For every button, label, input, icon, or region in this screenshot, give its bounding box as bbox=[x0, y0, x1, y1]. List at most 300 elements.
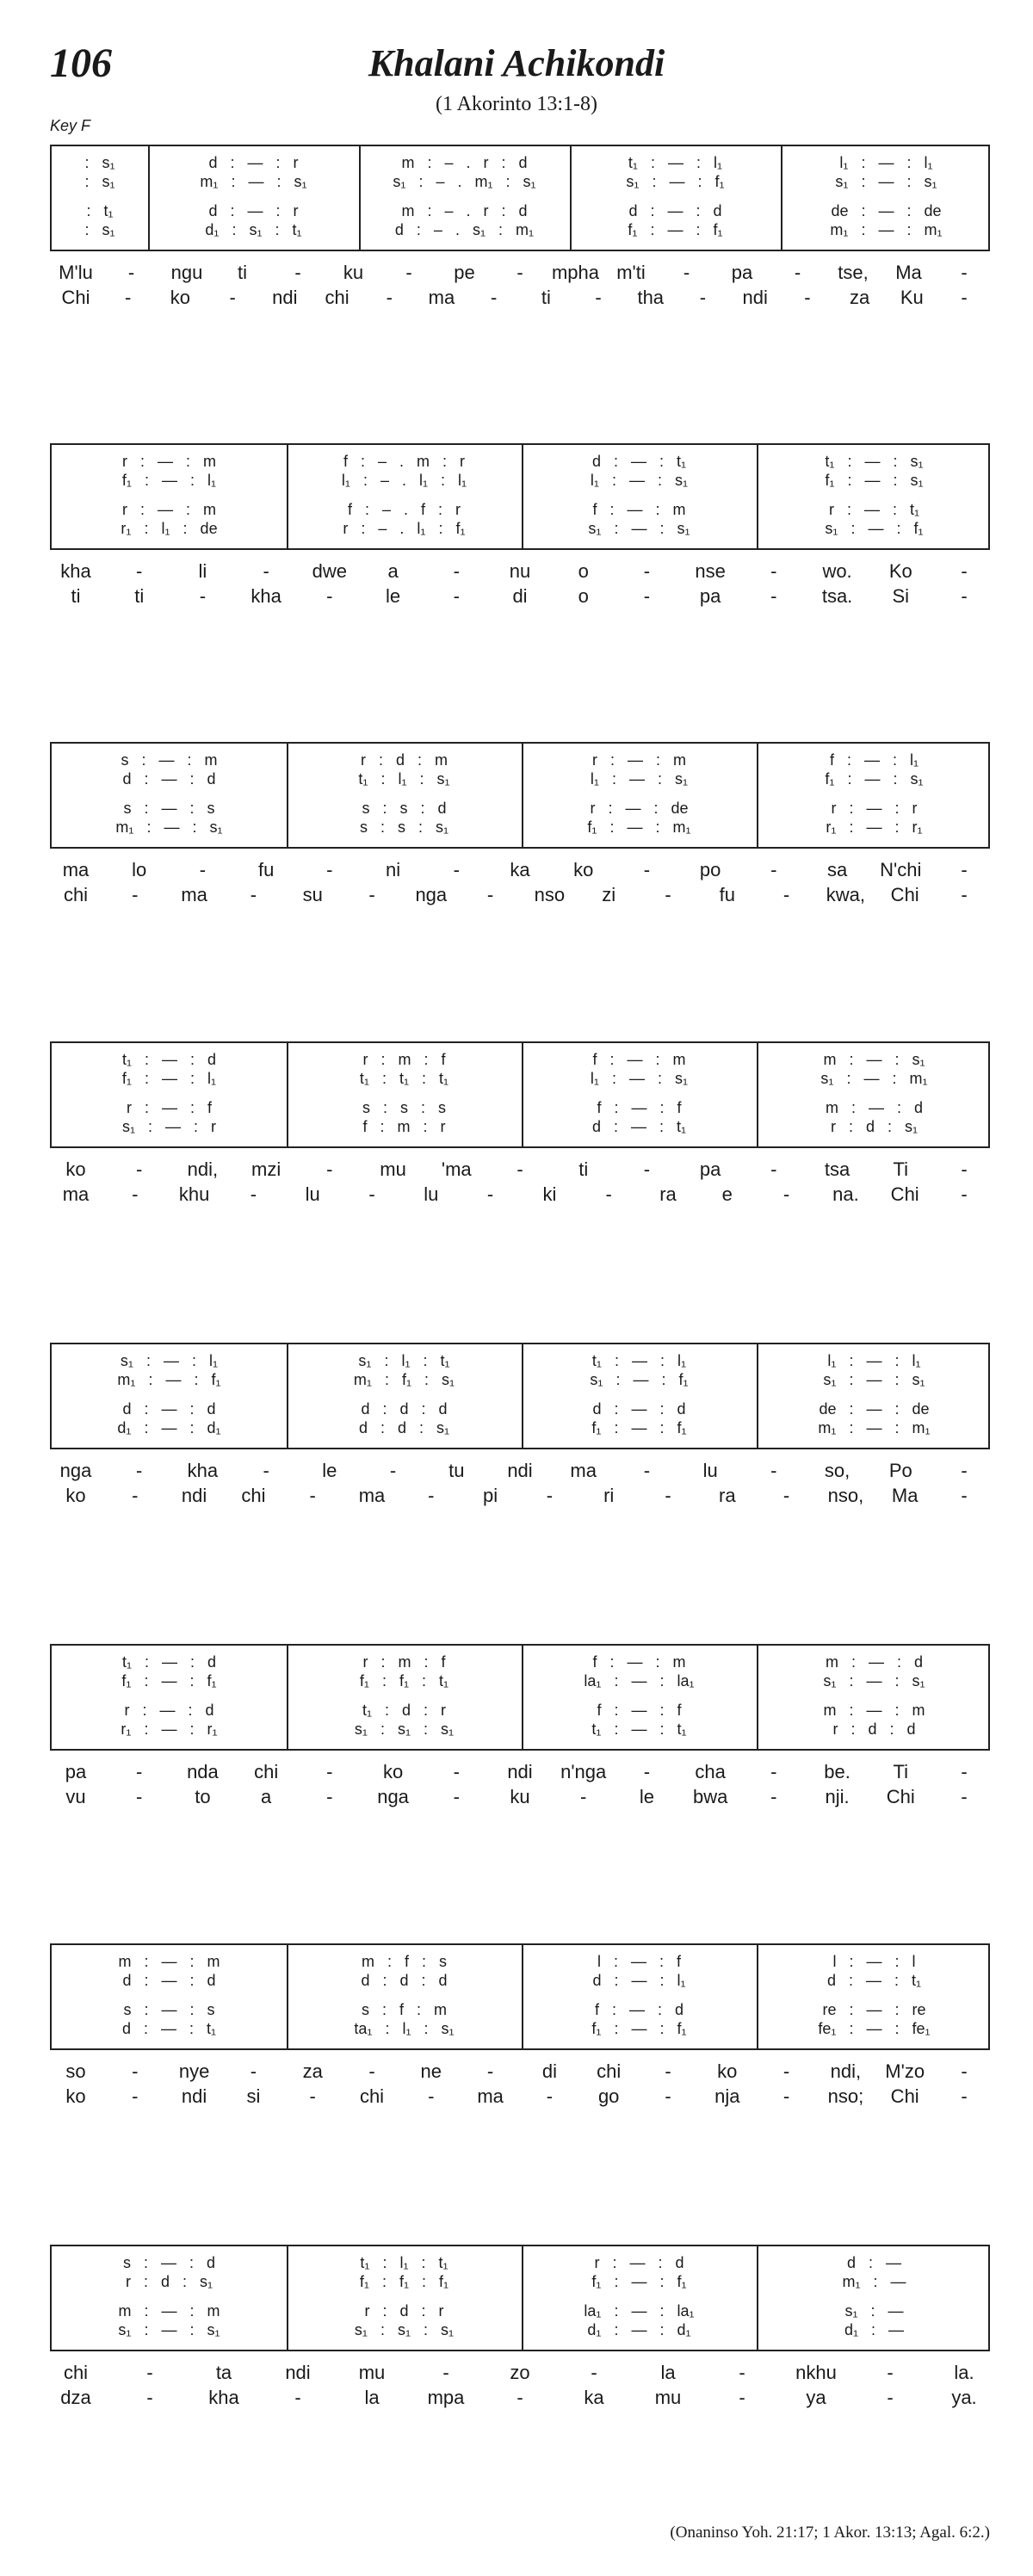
solfa-notes: d : — bbox=[846, 2253, 902, 2271]
lyric-syllable: - bbox=[739, 2362, 745, 2383]
solfa-notes: f : — : m bbox=[592, 1652, 686, 1671]
lyric-syllable: chi bbox=[63, 884, 89, 905]
bass-row bbox=[764, 1117, 985, 1136]
lyric-syllable: mpha bbox=[551, 262, 600, 283]
lyric-syllable: Ma bbox=[891, 1485, 919, 1506]
solfa-notes: de : — : de bbox=[819, 1399, 930, 1418]
bar-line bbox=[570, 146, 572, 250]
lyric-syllable: - bbox=[146, 2387, 153, 2408]
lyric-syllable: di bbox=[512, 585, 528, 607]
lyric-syllable: - bbox=[199, 859, 207, 880]
lyric-syllable: - bbox=[643, 1761, 651, 1782]
solfa-notes: l₁ : – . l₁ : l₁ bbox=[341, 471, 467, 489]
lyric-syllable: ti bbox=[238, 262, 247, 283]
lyric-syllable: - bbox=[665, 884, 671, 905]
soprano-row bbox=[764, 452, 985, 471]
lyric-syllable: ma bbox=[570, 1460, 597, 1481]
tonic-solfa-staff bbox=[50, 742, 990, 849]
lyric-syllable: mu bbox=[358, 2362, 386, 2383]
lyric-syllable: - bbox=[136, 1460, 143, 1481]
soprano-row bbox=[366, 153, 563, 172]
score-system bbox=[50, 1644, 990, 1813]
lyric-syllable: kha bbox=[208, 2387, 239, 2408]
footer-reference: (Onaninso Yoh. 21:17; 1 Akor. 13:13; Agal. 6:2.) bbox=[670, 2523, 990, 2542]
hymn-title: Khalani Achikondi bbox=[368, 42, 665, 84]
bar-line bbox=[287, 445, 288, 548]
solfa-notes: t₁ : — : s₁ bbox=[825, 452, 924, 470]
lyric-syllable: nse bbox=[695, 560, 726, 582]
lyric-syllable: - bbox=[442, 2362, 449, 2383]
lyric-syllable: - bbox=[250, 2060, 257, 2082]
bar-line bbox=[522, 2246, 523, 2350]
solfa-notes: : s₁ bbox=[84, 220, 115, 238]
solfa-notes: m : — : m bbox=[118, 1952, 220, 1970]
solfa-notes: s₁ : s₁ : s₁ bbox=[354, 2320, 455, 2338]
lyrics-block bbox=[50, 560, 990, 612]
lyric-syllable: Ku bbox=[900, 287, 924, 308]
lyric-syllable: lu bbox=[305, 1183, 320, 1205]
bass-row bbox=[59, 1117, 280, 1136]
tenor-row bbox=[529, 2000, 750, 2019]
bass-row bbox=[764, 2019, 985, 2038]
lyric-syllable: ku bbox=[510, 1786, 530, 1807]
solfa-notes: s₁ : — : f₁ bbox=[590, 1370, 689, 1388]
lyric-syllable: - bbox=[486, 1183, 494, 1205]
lyric-syllable: ndi, bbox=[187, 1158, 219, 1180]
lyric-syllable: Po bbox=[888, 1460, 912, 1481]
solfa-notes: l : — : l bbox=[832, 1952, 916, 1970]
lyric-syllable: Ti bbox=[893, 1761, 909, 1782]
lyric-syllable: - bbox=[546, 2085, 554, 2107]
bass-row bbox=[59, 1418, 280, 1437]
lyric-syllable: ma bbox=[181, 884, 207, 905]
bass-row bbox=[764, 2320, 985, 2339]
lyric-syllable: lu bbox=[424, 1183, 439, 1205]
lyric-syllable: - bbox=[428, 2085, 435, 2107]
lyric-syllable: tha bbox=[637, 287, 665, 308]
solfa-notes: la₁ : — : la₁ bbox=[584, 1671, 695, 1690]
solfa-notes: d : — : r bbox=[208, 201, 299, 219]
lyric-syllable: ti bbox=[71, 585, 81, 607]
lyric-syllable: ku bbox=[343, 262, 364, 283]
lyric-syllable: - bbox=[326, 1158, 333, 1180]
soprano-row bbox=[764, 1050, 985, 1069]
solfa-notes: s₁ : — : s₁ bbox=[588, 519, 690, 537]
lyric-syllable: ki bbox=[542, 1183, 557, 1205]
lyric-syllable: chi bbox=[359, 2085, 385, 2107]
soprano-row bbox=[577, 153, 774, 172]
lyric-syllable: - bbox=[770, 585, 777, 607]
lyric-syllable: ne bbox=[420, 2060, 442, 2082]
tenor-row bbox=[764, 2000, 985, 2019]
solfa-notes: d : — : d bbox=[122, 769, 216, 788]
lyric-syllable: n'nga bbox=[560, 1761, 607, 1782]
solfa-notes: f₁ : f₁ : t₁ bbox=[359, 1671, 449, 1690]
lyric-syllable: su bbox=[302, 884, 323, 905]
lyric-syllable: - bbox=[490, 287, 498, 308]
lyric-syllable: - bbox=[961, 1183, 968, 1205]
lyrics-block bbox=[50, 2362, 990, 2413]
lyric-syllable: Ti bbox=[893, 1158, 909, 1180]
lyric-syllable: - bbox=[782, 884, 790, 905]
bar-line bbox=[757, 445, 758, 548]
lyric-syllable: ndi bbox=[507, 1761, 533, 1782]
solfa-notes: t₁ : d : r bbox=[362, 1701, 447, 1719]
lyric-syllable: le bbox=[386, 585, 401, 607]
lyric-syllable: - bbox=[132, 1485, 139, 1506]
solfa-notes: m₁ : f₁ : s₁ bbox=[353, 1370, 455, 1388]
lyric-syllable: mpa bbox=[427, 2387, 465, 2408]
lyric-syllable: zi bbox=[602, 884, 616, 905]
alto-row bbox=[764, 1069, 985, 1088]
lyric-syllable: la bbox=[660, 2362, 676, 2383]
solfa-notes: s₁ : – . m₁ : s₁ bbox=[393, 172, 536, 190]
lyric-syllable: - bbox=[326, 585, 333, 607]
lyric-syllable: N'chi bbox=[880, 859, 922, 880]
lyric-syllable: - bbox=[683, 262, 690, 283]
solfa-notes: r : m : f bbox=[362, 1050, 446, 1068]
alto-row bbox=[529, 2272, 750, 2291]
lyric-syllable: ko bbox=[65, 1158, 86, 1180]
lyric-syllable: ra bbox=[659, 1183, 677, 1205]
solfa-notes: s₁ : — : s₁ bbox=[835, 172, 937, 190]
lyric-syllable: - bbox=[665, 1485, 671, 1506]
solfa-notes: r : — : d bbox=[594, 2253, 684, 2271]
lyric-syllable: - bbox=[665, 2060, 671, 2082]
score-system bbox=[50, 1943, 990, 2112]
solfa-notes: r : d : s₁ bbox=[125, 2272, 213, 2290]
solfa-notes: s₁ : — : f₁ bbox=[626, 172, 725, 190]
lyric-syllable: li bbox=[198, 560, 207, 582]
bass-row bbox=[294, 2320, 515, 2339]
bass-row bbox=[59, 2019, 280, 2038]
solfa-notes: t₁ : — : d bbox=[121, 1050, 217, 1068]
lyric-syllable: ka bbox=[584, 2387, 604, 2408]
lyric-syllable: kha bbox=[251, 585, 281, 607]
solfa-notes: r : — : m bbox=[591, 751, 686, 769]
tenor-row bbox=[155, 201, 352, 220]
soprano-row bbox=[294, 751, 515, 769]
solfa-notes: d₁ : — bbox=[844, 2320, 905, 2338]
lyric-syllable: nji. bbox=[825, 1786, 850, 1807]
alto-row bbox=[529, 1370, 750, 1389]
tenor-row bbox=[577, 201, 774, 220]
solfa-notes: f : – . m : r bbox=[343, 452, 466, 470]
lyric-syllable: ni bbox=[386, 859, 401, 880]
lyric-syllable: chi bbox=[325, 287, 349, 308]
lyric-syllable: po bbox=[699, 859, 721, 880]
lyric-syllable: sa bbox=[826, 859, 848, 880]
solfa-notes: r : — : de bbox=[590, 799, 689, 817]
tenor-row bbox=[59, 2301, 280, 2320]
lyrics-verse-1 bbox=[50, 1158, 990, 1183]
lyric-syllable: - bbox=[132, 1183, 139, 1205]
solfa-notes: d : — : t₁ bbox=[591, 1117, 687, 1135]
lyric-syllable: - bbox=[605, 1183, 612, 1205]
solfa-notes: s : f : m bbox=[361, 2000, 447, 2018]
lyric-syllable: Chi bbox=[61, 287, 90, 308]
lyric-syllable: nkhu bbox=[795, 2362, 837, 2383]
lyric-syllable: - bbox=[770, 1460, 777, 1481]
solfa-notes: m : – . r : d bbox=[401, 201, 528, 219]
tenor-row bbox=[59, 1701, 280, 1720]
bass-row bbox=[529, 818, 750, 837]
lyrics-block bbox=[50, 2060, 990, 2112]
lyric-syllable: - bbox=[368, 884, 375, 905]
lyric-syllable: - bbox=[146, 2362, 153, 2383]
lyric-syllable: o bbox=[578, 585, 589, 607]
lyric-syllable: zo bbox=[510, 2362, 530, 2383]
lyric-syllable: - bbox=[132, 884, 139, 905]
lyrics-verse-1 bbox=[50, 1761, 990, 1785]
alto-row bbox=[764, 1971, 985, 1990]
lyric-syllable: - bbox=[804, 287, 811, 308]
solfa-notes: d : – . s₁ : m₁ bbox=[394, 220, 535, 238]
bar-line bbox=[757, 1043, 758, 1146]
lyric-syllable: - bbox=[405, 262, 412, 283]
bass-row bbox=[529, 2320, 750, 2339]
lyric-syllable: - bbox=[591, 2362, 597, 2383]
bass-row bbox=[529, 1117, 750, 1136]
lyric-syllable: - bbox=[453, 560, 460, 582]
lyric-syllable: pa bbox=[65, 1761, 87, 1782]
lyric-syllable: ri bbox=[603, 1485, 615, 1506]
lyric-syllable: M'zo bbox=[885, 2060, 925, 2082]
lyric-syllable: ti bbox=[134, 585, 145, 607]
lyric-syllable: - bbox=[961, 1761, 968, 1782]
solfa-notes: r₁ : — : r₁ bbox=[121, 1720, 218, 1738]
lyric-syllable: 'ma bbox=[441, 1158, 472, 1180]
solfa-notes: s₁ : — : s₁ bbox=[118, 2320, 220, 2338]
lyric-syllable: - bbox=[595, 287, 602, 308]
lyric-syllable: la. bbox=[954, 2362, 974, 2383]
lyric-syllable: nja bbox=[714, 2085, 740, 2107]
bass-row bbox=[294, 2019, 515, 2038]
bass-row bbox=[788, 220, 985, 239]
alto-row bbox=[294, 1971, 515, 1990]
lyric-syllable: mu bbox=[654, 2387, 682, 2408]
lyric-syllable: - bbox=[389, 1460, 397, 1481]
solfa-notes: f : — : m bbox=[592, 500, 686, 518]
lyrics-block bbox=[50, 1761, 990, 1813]
lyric-syllable: - bbox=[782, 2085, 790, 2107]
lyric-syllable: so, bbox=[824, 1460, 851, 1481]
lyric-syllable: - bbox=[125, 287, 132, 308]
lyric-syllable: - bbox=[782, 2060, 790, 2082]
lyric-syllable: - bbox=[770, 859, 777, 880]
bar-line bbox=[781, 146, 782, 250]
tenor-row bbox=[529, 1399, 750, 1418]
tenor-row bbox=[294, 500, 515, 519]
lyric-syllable: ndi bbox=[742, 287, 768, 308]
lyric-syllable: - bbox=[263, 560, 269, 582]
solfa-notes: m₁ : — : m₁ bbox=[818, 1418, 931, 1436]
bass-row bbox=[577, 220, 774, 239]
bar-line bbox=[522, 445, 523, 548]
solfa-notes: t₁ : l₁ : t₁ bbox=[360, 2253, 448, 2271]
solfa-notes: r : d : m bbox=[360, 751, 448, 769]
lyric-syllable: - bbox=[136, 1786, 143, 1807]
solfa-notes: m : f : s bbox=[361, 1952, 447, 1970]
lyric-syllable: - bbox=[486, 884, 494, 905]
lyric-syllable: ndi bbox=[272, 287, 298, 308]
lyric-syllable: - bbox=[386, 287, 393, 308]
solfa-notes: f₁ : — : f₁ bbox=[591, 2019, 687, 2037]
solfa-notes: s : — : s bbox=[123, 799, 215, 817]
lyrics-verse-2 bbox=[50, 2387, 990, 2411]
solfa-notes: d : — : d bbox=[122, 1971, 216, 1989]
tonic-solfa-staff bbox=[50, 1644, 990, 1751]
alto-row bbox=[59, 172, 141, 191]
lyric-syllable: mzi bbox=[251, 1158, 281, 1180]
score-system bbox=[50, 145, 990, 313]
soprano-row bbox=[59, 1050, 280, 1069]
soprano-row bbox=[294, 1351, 515, 1370]
lyrics-block bbox=[50, 262, 990, 313]
alto-row bbox=[764, 471, 985, 490]
score-system bbox=[50, 443, 990, 612]
solfa-notes: r : — : f bbox=[126, 1098, 212, 1116]
solfa-notes: m : — : m bbox=[118, 2301, 220, 2320]
lyric-syllable: go bbox=[597, 2085, 620, 2107]
solfa-notes: f : — : f bbox=[597, 1701, 682, 1719]
lyric-syllable: - bbox=[250, 884, 257, 905]
tenor-row bbox=[764, 500, 985, 519]
solfa-notes: t₁ : — : l₁ bbox=[591, 1351, 687, 1369]
soprano-row bbox=[529, 751, 750, 769]
lyric-syllable: nye bbox=[178, 2060, 210, 2082]
score-system bbox=[50, 742, 990, 911]
lyric-syllable: vu bbox=[65, 1786, 86, 1807]
lyric-syllable: - bbox=[136, 1761, 143, 1782]
bass-row bbox=[294, 1117, 515, 1136]
tenor-row bbox=[59, 201, 141, 220]
lyric-syllable: ko bbox=[573, 859, 594, 880]
solfa-notes: d : — : d bbox=[628, 201, 722, 219]
lyric-syllable: - bbox=[309, 2085, 316, 2107]
alto-row bbox=[59, 1971, 280, 1990]
lyrics-verse-2 bbox=[50, 884, 990, 908]
alto-row bbox=[529, 471, 750, 490]
solfa-notes: r : d : d bbox=[832, 1720, 916, 1738]
lyric-syllable: a bbox=[387, 560, 399, 582]
lyric-syllable: - bbox=[770, 1158, 777, 1180]
solfa-notes: t₁ : — : l₁ bbox=[628, 153, 723, 171]
tenor-row bbox=[764, 1399, 985, 1418]
soprano-row bbox=[59, 2253, 280, 2272]
lyric-syllable: nso bbox=[534, 884, 566, 905]
lyric-syllable: pa bbox=[699, 1158, 721, 1180]
lyric-syllable: ta bbox=[215, 2362, 232, 2383]
alto-row bbox=[529, 1671, 750, 1690]
lyric-syllable: - bbox=[794, 262, 801, 283]
tonic-solfa-staff bbox=[50, 145, 990, 251]
lyric-syllable: - bbox=[961, 262, 968, 283]
lyric-syllable: ndi bbox=[181, 1485, 207, 1506]
solfa-notes: r : d : s₁ bbox=[830, 1117, 919, 1135]
lyric-syllable: - bbox=[961, 1485, 968, 1506]
alto-row bbox=[59, 2272, 280, 2291]
lyrics-verse-2 bbox=[50, 585, 990, 609]
lyric-syllable: chi bbox=[254, 1761, 279, 1782]
solfa-notes: r : — : m bbox=[121, 452, 216, 470]
alto-row bbox=[764, 2272, 985, 2291]
soprano-row bbox=[764, 1652, 985, 1671]
lyric-syllable: ma bbox=[428, 287, 455, 308]
soprano-row bbox=[764, 1952, 985, 1971]
solfa-notes: r : — : t₁ bbox=[828, 500, 920, 518]
lyric-syllable: Si bbox=[892, 585, 910, 607]
score-system bbox=[50, 1041, 990, 1210]
lyric-syllable: - bbox=[961, 1460, 968, 1481]
alto-row bbox=[764, 769, 985, 788]
lyrics-block bbox=[50, 859, 990, 911]
lyric-syllable: - bbox=[961, 884, 968, 905]
lyric-syllable: - bbox=[643, 1460, 651, 1481]
lyrics-block bbox=[50, 1460, 990, 1511]
solfa-notes: f : — : m bbox=[592, 1050, 686, 1068]
lyric-syllable: - bbox=[961, 287, 968, 308]
lyric-syllable: - bbox=[887, 2387, 894, 2408]
tenor-row bbox=[764, 1701, 985, 1720]
alto-row bbox=[788, 172, 985, 191]
bar-line bbox=[287, 1043, 288, 1146]
solfa-notes: m₁ : — bbox=[842, 2272, 906, 2290]
score-system bbox=[50, 1343, 990, 1511]
solfa-notes: ta₁ : l₁ : s₁ bbox=[354, 2019, 455, 2037]
solfa-notes: la₁ : — : la₁ bbox=[584, 2301, 695, 2320]
tenor-row bbox=[529, 1701, 750, 1720]
bar-line bbox=[522, 1646, 523, 1749]
soprano-row bbox=[59, 1652, 280, 1671]
tenor-row bbox=[59, 500, 280, 519]
bar-line bbox=[522, 1344, 523, 1448]
solfa-notes: f : – . f : r bbox=[347, 500, 461, 518]
solfa-notes: r₁ : l₁ : de bbox=[121, 519, 218, 537]
scripture-reference: (1 Akorinto 13:1-8) bbox=[436, 93, 597, 115]
lyrics-verse-1 bbox=[50, 859, 990, 883]
solfa-notes: s₁ : — : s₁ bbox=[823, 1370, 925, 1388]
lyric-syllable: - bbox=[199, 585, 207, 607]
soprano-row bbox=[294, 1050, 515, 1069]
solfa-notes: l₁ : — : s₁ bbox=[590, 1069, 689, 1087]
lyric-syllable: tse, bbox=[838, 262, 869, 283]
solfa-notes: m : — : d bbox=[825, 1652, 924, 1671]
solfa-notes: f₁ : — : f₁ bbox=[628, 220, 723, 238]
solfa-notes: s₁ : — : r bbox=[121, 1117, 217, 1135]
alto-row bbox=[294, 1671, 515, 1690]
bass-row bbox=[294, 818, 515, 837]
lyric-syllable: - bbox=[263, 1460, 269, 1481]
lyric-syllable: kwa, bbox=[826, 884, 866, 905]
solfa-notes: m : – . r : d bbox=[401, 153, 528, 171]
lyric-syllable: ko bbox=[382, 1761, 404, 1782]
lyric-syllable: - bbox=[782, 1485, 790, 1506]
lyric-syllable: - bbox=[428, 1485, 435, 1506]
lyric-syllable: - bbox=[132, 2085, 139, 2107]
lyric-syllable: - bbox=[739, 2387, 745, 2408]
lyric-syllable: to bbox=[195, 1786, 211, 1807]
soprano-row bbox=[529, 2253, 750, 2272]
score-system bbox=[50, 2245, 990, 2413]
solfa-notes: m₁ : — : s₁ bbox=[200, 172, 307, 190]
lyric-syllable: khu bbox=[178, 1183, 210, 1205]
alto-row bbox=[294, 2272, 515, 2291]
lyric-syllable: ma bbox=[62, 1183, 90, 1205]
soprano-row bbox=[59, 452, 280, 471]
solfa-notes: m₁ : — : s₁ bbox=[115, 818, 223, 836]
lyric-syllable: - bbox=[643, 560, 651, 582]
